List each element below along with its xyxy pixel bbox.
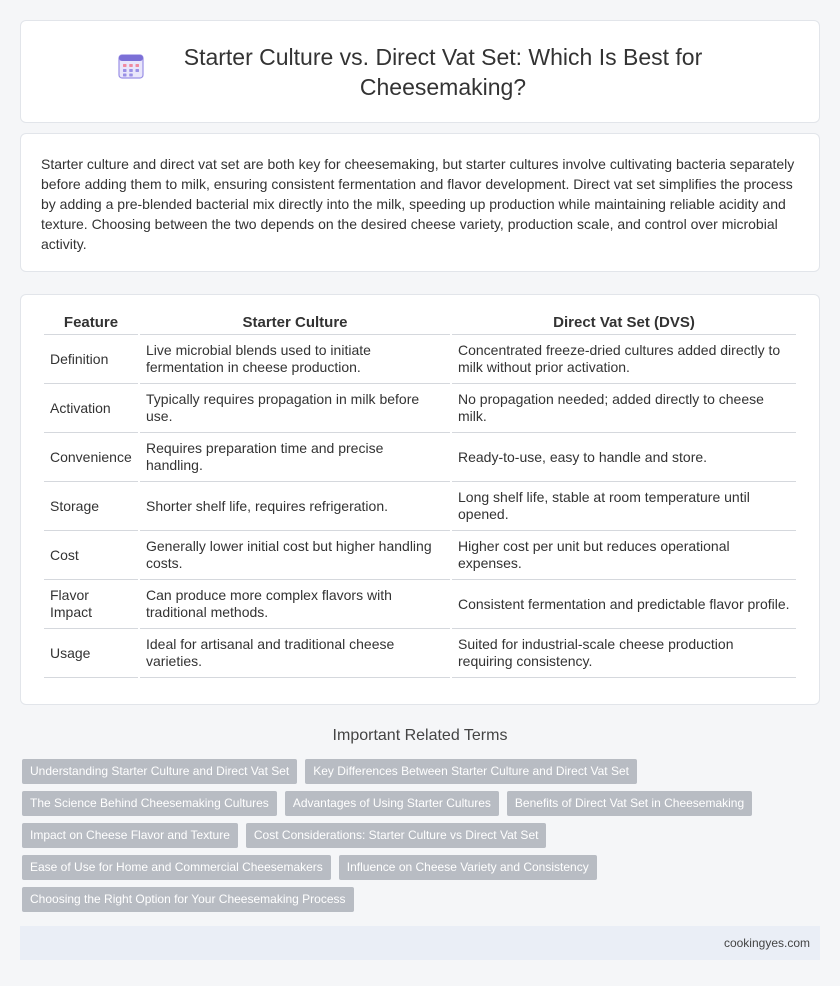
starter-culture-cell: Generally lower initial cost but higher handling costs. (140, 531, 450, 580)
column-header-starter-culture: Starter Culture (140, 309, 450, 335)
related-term-tag[interactable]: Ease of Use for Home and Commercial Cheesemakers (22, 855, 331, 880)
intro-text: Starter culture and direct vat set are both key for cheesemaking, but starter cultures involve cultivating bacteria separately before adding them to milk, ensuring consistent fermentation and flavor development. Direct vat set simplifies the process by adding a pre-blended bacterial mix directly into the milk, speeding up production while maintaining reliable acidity and texture. Choosing between the two depends on the desired cheese variety, production scale, and control over microbial activity. (41, 156, 795, 252)
dvs-cell: Consistent fermentation and predictable flavor profile. (452, 580, 796, 629)
table-row (44, 433, 796, 482)
table-header-row (44, 309, 796, 335)
table-row (44, 335, 796, 384)
related-term-tag[interactable]: Understanding Starter Culture and Direct Vat Set (22, 759, 297, 784)
footer-site-link[interactable]: cookingyes.com (723, 936, 810, 950)
dvs-cell: Ready-to-use, easy to handle and store. (452, 433, 796, 482)
intro-card (20, 133, 820, 272)
related-term-tag[interactable]: Choosing the Right Option for Your Cheesemaking Process (22, 887, 354, 912)
comparison-table-card (20, 294, 820, 705)
feature-cell: Flavor Impact (44, 580, 138, 629)
related-terms-section (0, 727, 840, 912)
header-card (20, 20, 820, 123)
related-terms-title: Important Related Terms (332, 727, 508, 744)
column-header-feature: Feature (44, 309, 138, 335)
dvs-cell: Suited for industrial-scale cheese production requiring consistency. (452, 629, 796, 678)
comparison-table (42, 309, 798, 678)
table-row (44, 384, 796, 433)
calendar-grid-icon (117, 52, 145, 80)
feature-cell: Usage (44, 629, 138, 678)
header-inner (117, 42, 723, 102)
feature-cell: Convenience (44, 433, 138, 482)
related-term-tag[interactable]: Cost Considerations: Starter Culture vs Direct Vat Set (246, 823, 547, 848)
feature-cell: Cost (44, 531, 138, 580)
starter-culture-cell: Can produce more complex flavors with traditional methods. (140, 580, 450, 629)
table-row (44, 580, 796, 629)
feature-cell: Definition (44, 335, 138, 384)
table-row (44, 629, 796, 678)
feature-cell: Activation (44, 384, 138, 433)
starter-culture-cell: Typically requires propagation in milk before use. (140, 384, 450, 433)
starter-culture-cell: Ideal for artisanal and traditional cheese varieties. (140, 629, 450, 678)
related-term-tag[interactable]: Benefits of Direct Vat Set in Cheesemaking (507, 791, 752, 816)
dvs-cell: Higher cost per unit but reduces operational expenses. (452, 531, 796, 580)
dvs-cell: Concentrated freeze-dried cultures added directly to milk without prior activation. (452, 335, 796, 384)
dvs-cell: Long shelf life, stable at room temperature until opened. (452, 482, 796, 531)
column-header-dvs: Direct Vat Set (DVS) (452, 309, 796, 335)
table-row (44, 531, 796, 580)
table-row (44, 482, 796, 531)
related-term-tag[interactable]: Impact on Cheese Flavor and Texture (22, 823, 238, 848)
related-term-tag[interactable]: The Science Behind Cheesemaking Cultures (22, 791, 277, 816)
starter-culture-cell: Requires preparation time and precise handling. (140, 433, 450, 482)
related-term-tag[interactable]: Key Differences Between Starter Culture and Direct Vat Set (305, 759, 637, 784)
footer (20, 926, 820, 960)
related-term-tag[interactable]: Advantages of Using Starter Cultures (285, 791, 499, 816)
starter-culture-cell: Live microbial blends used to initiate fermentation in cheese production. (140, 335, 450, 384)
page-title: Starter Culture vs. Direct Vat Set: Which Is Best for Cheesemaking? (183, 43, 703, 100)
related-term-tag[interactable]: Influence on Cheese Variety and Consistency (339, 855, 597, 880)
dvs-cell: No propagation needed; added directly to cheese milk. (452, 384, 796, 433)
feature-cell: Storage (44, 482, 138, 531)
related-terms-tags (0, 759, 840, 912)
starter-culture-cell: Shorter shelf life, requires refrigeration. (140, 482, 450, 531)
